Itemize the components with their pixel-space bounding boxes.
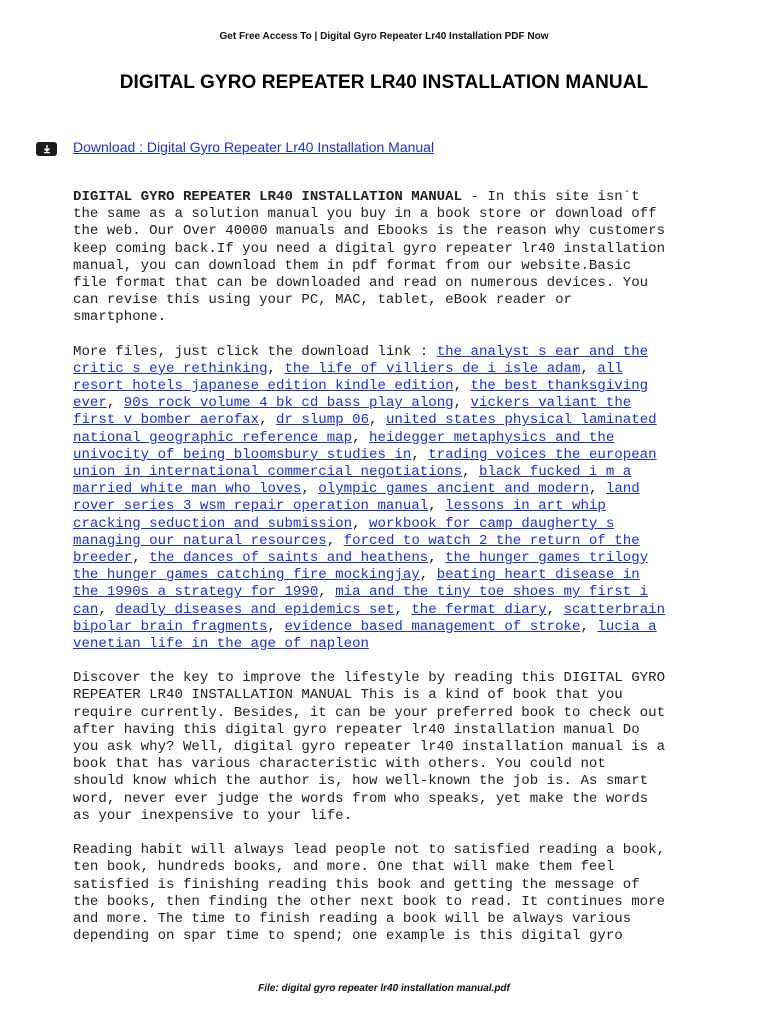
more-files-link[interactable]: ever [73, 395, 107, 412]
more-files-line [73, 584, 733, 601]
link-separator: , [318, 584, 336, 601]
more-files-link[interactable]: trading voices the european [428, 446, 657, 463]
more-files-line [73, 533, 733, 550]
more-files-line [73, 516, 733, 533]
top-banner: Get Free Access To | Digital Gyro Repeater Lr40 Installation PDF Now [219, 31, 549, 42]
link-separator: , [369, 412, 386, 429]
discover-line: book that has various characteristic with others. You could not [73, 756, 606, 773]
more-files-link[interactable]: scatterbrain [563, 601, 666, 618]
more-files-line [73, 481, 733, 498]
link-separator: , [394, 601, 412, 618]
more-files-line [73, 498, 733, 515]
more-files-link[interactable]: forced to watch 2 the return of the [343, 532, 640, 549]
intro-paragraph [73, 189, 733, 327]
more-files-link[interactable]: land [605, 481, 640, 498]
more-files-link[interactable]: can [73, 601, 99, 618]
link-separator: , [580, 360, 598, 377]
more-files-link[interactable]: the 1990s a strategy for 1990 [73, 584, 319, 601]
more-files-link[interactable]: the dances of saints and heathens [149, 549, 429, 566]
reading-line: depending on spar time to spend; one example is this digital gyro [73, 928, 623, 945]
link-separator: , [267, 618, 285, 635]
more-files-link[interactable]: first v bomber aerofax [73, 412, 260, 429]
reading-line: Reading habit will always lead people not to satisfied reading a book, [73, 842, 666, 859]
more-files-line [73, 447, 733, 464]
link-separator: , [428, 549, 446, 566]
more-files-link[interactable]: vickers valiant the [470, 395, 632, 412]
more-files-line [73, 412, 733, 429]
intro-line: the same as a solution manual you buy in a book store or download off [73, 206, 657, 223]
document-title: DIGITAL GYRO REPEATER LR40 INSTALLATION MANUAL [119, 72, 649, 93]
more-files-link[interactable]: the analyst s ear and the [436, 343, 649, 360]
footer-filename: File: digital gyro repeater lr40 installation manual.pdf [258, 983, 510, 994]
more-files-link[interactable]: mia and the tiny toe shoes my first i [335, 584, 649, 601]
discover-paragraph [73, 670, 733, 825]
download-link[interactable]: Download : Digital Gyro Repeater Lr40 Installation Manual [73, 139, 435, 155]
more-files-line [73, 430, 733, 447]
more-files-link[interactable]: national geographic reference map [73, 429, 353, 446]
more-files-link[interactable]: lucia a [597, 618, 657, 635]
document-body [73, 189, 733, 962]
more-files-link[interactable]: univocity of being bloomsbury studies in [73, 446, 412, 463]
intro-line: manual, you can download them in pdf format from our website.Basic [73, 257, 632, 274]
more-files-link[interactable]: rover series 3 wsm repair operation manual [73, 498, 429, 515]
more-files-paragraph [73, 344, 733, 653]
link-separator: , [546, 601, 564, 618]
more-files-lead: More files, just click the download link : [73, 343, 437, 360]
more-files-link[interactable]: resort hotels japanese edition kindle edition [73, 378, 454, 395]
link-separator: , [98, 601, 116, 618]
more-files-link[interactable]: the hunger games trilogy [445, 549, 649, 566]
link-separator: , [419, 567, 437, 584]
link-separator: , [259, 412, 276, 429]
more-files-link[interactable]: 90s rock volume 4 bk cd bass play along [123, 395, 454, 412]
more-files-line [73, 619, 733, 636]
reading-line: satisfied is finishing reading this book and getting the message of [73, 876, 640, 893]
more-files-link[interactable]: bipolar brain fragments [73, 618, 268, 635]
more-files-link[interactable]: beating heart disease in [436, 567, 640, 584]
more-files-line [73, 344, 733, 361]
link-separator: , [267, 360, 285, 377]
reading-paragraph [73, 842, 733, 945]
link-separator: , [352, 515, 370, 532]
more-files-link[interactable]: black fucked i m a [478, 464, 632, 480]
reading-line: and more. The time to finish reading a book will be always various [73, 910, 632, 927]
link-separator: , [580, 618, 598, 635]
more-files-link[interactable]: the hunger games catching fire mockingjay [73, 567, 420, 584]
link-separator: , [462, 464, 479, 480]
more-files-link[interactable]: union in international commercial negotiations [73, 464, 463, 480]
more-files-line [73, 636, 733, 653]
discover-line: should know which the author is, how well-known the job is. As smart [73, 773, 649, 790]
link-separator: , [106, 395, 124, 412]
intro-line: the web. Our Over 40000 manuals and Ebooks is the reason why customers [73, 223, 666, 240]
discover-line: after having this digital gyro repeater lr40 installation manual Do [73, 721, 640, 738]
discover-line: require currently. Besides, it can be your preferred book to check out [73, 704, 666, 721]
intro-line: can revise this using your PC, MAC, tablet, eBook reader or [73, 292, 572, 309]
more-files-line [73, 550, 733, 567]
more-files-line [73, 361, 733, 378]
reading-line: the books, then finding the other next book to read. It continues more [73, 893, 666, 910]
more-files-link[interactable]: married white man who loves [73, 481, 302, 498]
more-files-line [73, 395, 733, 412]
more-files-link[interactable]: the fermat diary [411, 601, 547, 618]
more-files-link[interactable]: dr slump 06 [276, 412, 370, 429]
more-files-link[interactable]: managing our natural resources [73, 532, 327, 549]
discover-line: word, never ever judge the words from who speaks, yet make the words [73, 790, 649, 807]
intro-line-rest: - In this site isn`t [462, 189, 640, 205]
more-files-line [73, 567, 733, 584]
link-separator: , [453, 395, 471, 412]
discover-line: as your inexpensive to your life. [73, 807, 353, 824]
more-files-link[interactable]: olympic games ancient and modern [318, 481, 589, 498]
link-separator: , [453, 378, 471, 395]
download-row [36, 137, 434, 157]
download-icon[interactable] [36, 142, 57, 156]
intro-bold-lead: DIGITAL GYRO REPEATER LR40 INSTALLATION MANUAL [73, 189, 463, 205]
more-files-link[interactable]: deadly diseases and epidemics set [115, 601, 395, 618]
link-separator: , [588, 481, 606, 498]
link-separator: , [428, 498, 446, 515]
link-separator: , [411, 446, 429, 463]
more-files-link[interactable]: breeder [73, 549, 133, 566]
discover-line: Discover the key to improve the lifestyle by reading this DIGITAL GYRO [73, 670, 666, 687]
intro-line [73, 189, 733, 206]
more-files-line [73, 602, 733, 619]
discover-line: REPEATER LR40 INSTALLATION MANUAL This is a kind of book that you [73, 687, 623, 704]
link-separator: , [326, 532, 344, 549]
intro-line: file format that can be downloaded and read on numerous devices. You [73, 274, 649, 291]
more-files-link[interactable]: heidegger metaphysics and the [369, 429, 615, 446]
more-files-link[interactable]: united states physical laminated [385, 412, 657, 429]
intro-line: keep coming back.If you need a digital gyro repeater lr40 installation [73, 240, 666, 257]
link-separator: , [132, 549, 150, 566]
more-files-link[interactable]: the life of villiers de i isle adam [284, 360, 581, 377]
link-separator: , [352, 429, 370, 446]
reading-line: ten book, hundreds books, and more. One that will make them feel [73, 859, 615, 876]
more-files-link[interactable]: workbook for camp daugherty s [369, 515, 615, 532]
intro-line: smartphone. [73, 309, 167, 326]
more-files-link[interactable]: the best thanksgiving [470, 378, 649, 395]
more-files-link[interactable]: evidence based management of stroke [284, 618, 581, 635]
more-files-line [73, 464, 733, 481]
more-files-link[interactable]: critic s eye rethinking [73, 360, 268, 377]
link-separator: , [301, 481, 319, 498]
more-files-line [73, 378, 733, 395]
more-files-link[interactable]: all [597, 360, 623, 377]
discover-line: you ask why? Well, digital gyro repeater lr40 installation manual is a [73, 739, 666, 755]
more-files-link[interactable]: lessons in art whip [445, 498, 606, 515]
more-files-link[interactable]: venetian life in the age of napleon [73, 635, 370, 652]
more-files-link[interactable]: cracking seduction and submission [73, 515, 353, 532]
